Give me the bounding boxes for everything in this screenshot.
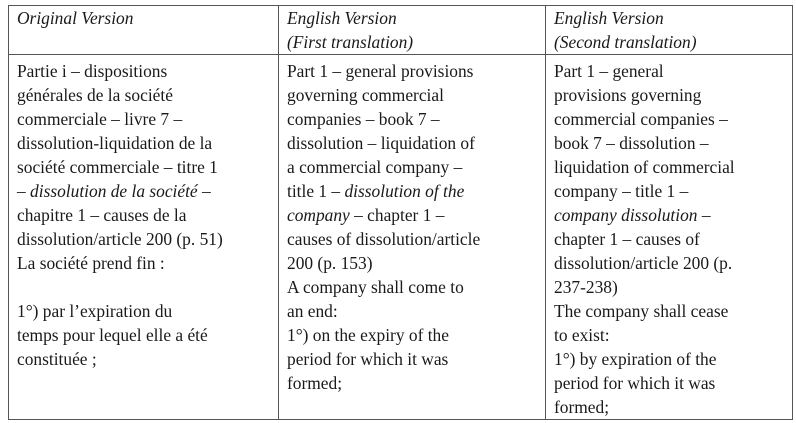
- header-line: English Version: [554, 8, 664, 28]
- text-segment: commerciale – livre 7 –: [17, 109, 183, 129]
- text-segment: société commerciale – titre 1: [17, 157, 218, 177]
- text-segment: an end:: [287, 301, 338, 321]
- header-line: English Version: [287, 8, 397, 28]
- header-line: (Second translation): [554, 32, 697, 52]
- translation-comparison-table: [8, 5, 793, 420]
- blank-line: [17, 275, 273, 299]
- text-line: [287, 227, 540, 251]
- italic-segment: company dissolution: [554, 205, 698, 225]
- text-segment: Part 1 – general provisions: [287, 61, 474, 81]
- text-line: [17, 179, 273, 203]
- text-segment: governing commercial: [287, 85, 444, 105]
- text-line: [554, 155, 787, 179]
- text-line: [287, 251, 540, 275]
- text-segment: book 7 – dissolution –: [554, 133, 709, 153]
- text-segment: period for which it was: [287, 349, 449, 369]
- text-segment: dissolution/article 200 (p. 51): [17, 229, 223, 249]
- text-segment: dissolution/article 200 (p.: [554, 253, 733, 273]
- text-line: [554, 131, 787, 155]
- text-segment: liquidation of commercial: [554, 157, 735, 177]
- text-segment: commercial companies –: [554, 109, 728, 129]
- text-line: [287, 347, 540, 371]
- text-segment: chapter 1 – causes of: [554, 229, 700, 249]
- text-segment: company – title 1 –: [554, 181, 689, 201]
- header-line: Original Version: [17, 8, 134, 28]
- text-segment: dissolution-liquidation de la: [17, 133, 213, 153]
- text-segment: 237-238): [554, 277, 618, 297]
- text-line: [554, 107, 787, 131]
- italic-segment: company: [287, 205, 350, 225]
- text-segment: causes of dissolution/article: [287, 229, 481, 249]
- text-line: [287, 323, 540, 347]
- text-segment: chapitre 1 – causes de la: [17, 205, 187, 225]
- text-segment: Partie i – dispositions: [17, 61, 168, 81]
- text-segment: 1°) on the expiry of the: [287, 325, 449, 345]
- cell-original: [9, 55, 279, 420]
- text-line: [17, 347, 273, 371]
- cell-second-translation: [546, 55, 793, 420]
- text-segment: companies – book 7 –: [287, 109, 440, 129]
- text-segment: The company shall cease: [554, 301, 729, 321]
- text-line: [287, 179, 540, 203]
- text-line: [287, 371, 540, 395]
- text-line: [554, 347, 787, 371]
- text-line: [287, 107, 540, 131]
- text-line: [287, 299, 540, 323]
- text-line: [17, 251, 273, 275]
- text-line: [554, 323, 787, 347]
- text-segment: a commercial company –: [287, 157, 463, 177]
- text-line: [554, 203, 787, 227]
- cell-first-translation: [279, 55, 546, 420]
- text-segment: 1°) by expiration of the: [554, 349, 717, 369]
- text-segment: provisions governing: [554, 85, 702, 105]
- text-segment: to exist:: [554, 325, 610, 345]
- text-segment: title 1 –: [287, 181, 345, 201]
- text-line: [554, 179, 787, 203]
- text-line: [17, 83, 273, 107]
- text-line: [287, 59, 540, 83]
- header-line: (First translation): [287, 32, 414, 52]
- text-segment: –: [697, 205, 711, 225]
- text-line: [17, 203, 273, 227]
- text-line: [554, 395, 787, 419]
- text-segment: 1°) par l’expiration du: [17, 301, 173, 321]
- text-segment: constituée ;: [17, 349, 97, 369]
- text-segment: –: [197, 181, 211, 201]
- text-line: [287, 155, 540, 179]
- text-line: [554, 59, 787, 83]
- header-first-translation: [279, 6, 546, 55]
- text-line: [287, 275, 540, 299]
- text-line: [17, 299, 273, 323]
- text-line: [17, 59, 273, 83]
- body-row: [9, 55, 793, 420]
- text-segment: 200 (p. 153): [287, 253, 373, 273]
- text-line: [287, 83, 540, 107]
- text-segment: – chapter 1 –: [349, 205, 445, 225]
- text-line: [554, 227, 787, 251]
- text-segment: –: [17, 181, 31, 201]
- text-line: [17, 323, 273, 347]
- text-segment: A company shall come to: [287, 277, 464, 297]
- text-line: [17, 107, 273, 131]
- text-segment: La société prend fin :: [17, 253, 165, 273]
- text-segment: temps pour lequel elle a été: [17, 325, 208, 345]
- text-line: [554, 83, 787, 107]
- header-original: [9, 6, 279, 55]
- text-line: [554, 371, 787, 395]
- text-line: [554, 251, 787, 275]
- text-line: [554, 275, 787, 299]
- text-line: [17, 155, 273, 179]
- text-segment: dissolution – liquidation of: [287, 133, 475, 153]
- text-line: [287, 203, 540, 227]
- text-line: [17, 227, 273, 251]
- header-row: [9, 6, 793, 55]
- text-segment: period for which it was: [554, 373, 716, 393]
- italic-segment: dissolution de la société: [30, 181, 198, 201]
- text-segment: Part 1 – general: [554, 61, 664, 81]
- italic-segment: dissolution of the: [344, 181, 465, 201]
- text-line: [287, 131, 540, 155]
- text-line: [17, 131, 273, 155]
- text-segment: générales de la société: [17, 85, 173, 105]
- text-segment: formed;: [287, 373, 343, 393]
- text-line: [554, 299, 787, 323]
- text-segment: formed;: [554, 397, 610, 417]
- header-second-translation: [546, 6, 793, 55]
